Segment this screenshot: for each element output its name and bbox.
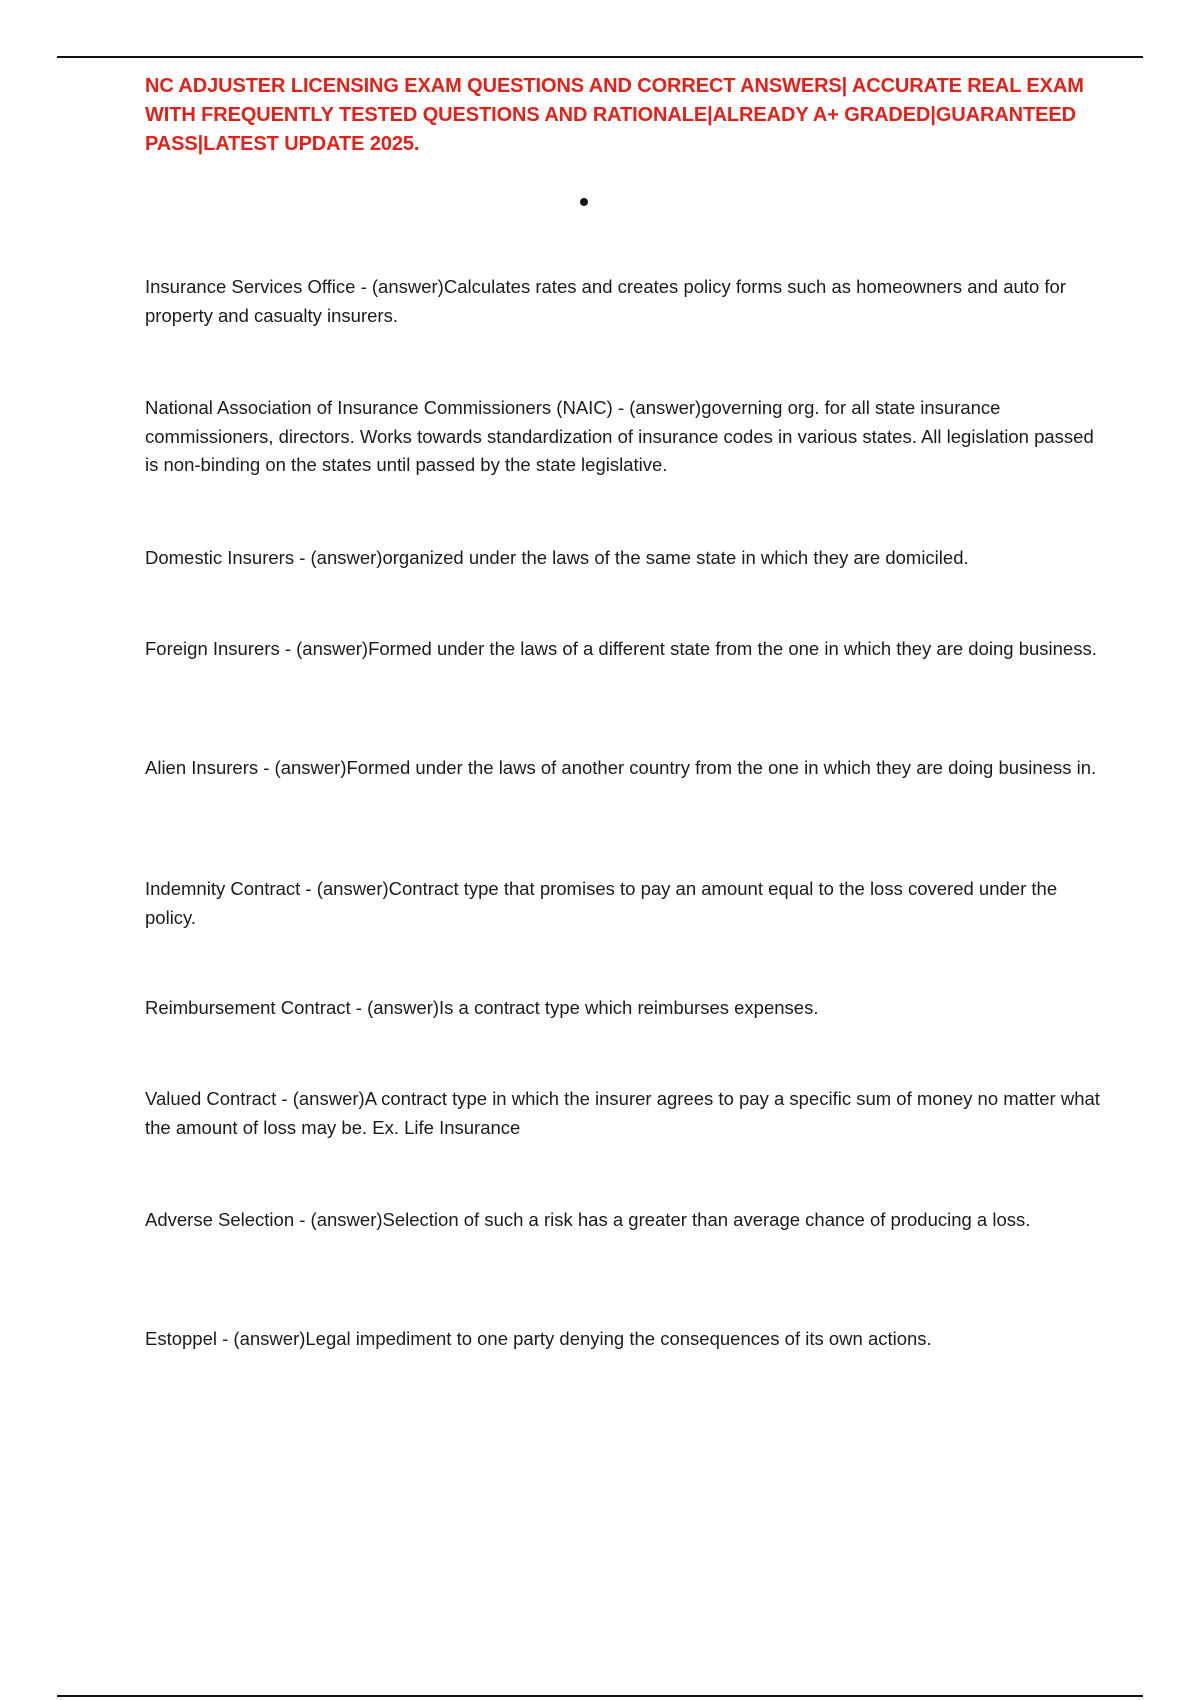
qa-item-reimbursement-contract: Reimbursement Contract - (answer)Is a contract type which reimburses expenses. <box>145 997 819 1018</box>
qa-item-valued-contract: Valued Contract - (answer)A contract type in which the insurer agrees to pay a specific sum of money no matter what the amount of loss may be. Ex. Life Insurance <box>145 1088 1100 1138</box>
document-title: NC ADJUSTER LICENSING EXAM QUESTIONS AND CORRECT ANSWERS| ACCURATE REAL EXAM WITH FREQUENTLY TESTED QUESTIONS AND RATIONALE|ALREADY A+ GRADED|GUARANTEED PASS|LATEST UPDATE 2025. <box>145 75 1084 155</box>
qa-item-estoppel: Estoppel - (answer)Legal impediment to one party denying the consequences of its own actions. <box>145 1328 932 1349</box>
qa-item-indemnity-contract: Indemnity Contract - (answer)Contract type that promises to pay an amount equal to the loss covered under the policy. <box>145 878 1058 928</box>
qa-item-insurance-services-office: Insurance Services Office - (answer)Calculates rates and creates policy forms such as homeowners and auto for property and casualty insurers. <box>145 276 1066 326</box>
qa-item-domestic-insurers: Domestic Insurers - (answer)organized under the laws of the same state in which they are domiciled. <box>145 547 969 568</box>
bottom-rule <box>57 1695 1143 1697</box>
qa-item-alien-insurers: Alien Insurers - (answer)Formed under the laws of another country from the one in which they are doing business in. <box>145 757 1097 778</box>
qa-item-adverse-selection: Adverse Selection - (answer)Selection of such a risk has a greater than average chance of producing a loss. <box>145 1209 1031 1230</box>
bullet-marker <box>580 198 588 206</box>
qa-item-foreign-insurers: Foreign Insurers - (answer)Formed under the laws of a different state from the one in which they are doing business. <box>145 638 1097 659</box>
qa-item-naic: National Association of Insurance Commissioners (NAIC) - (answer)governing org. for all state insurance commissioners, directors. Works towards standardization of insurance codes in various states. All legislation passed is non-binding on the states until passed by the state legislative. <box>145 397 1094 475</box>
top-rule <box>57 56 1143 58</box>
